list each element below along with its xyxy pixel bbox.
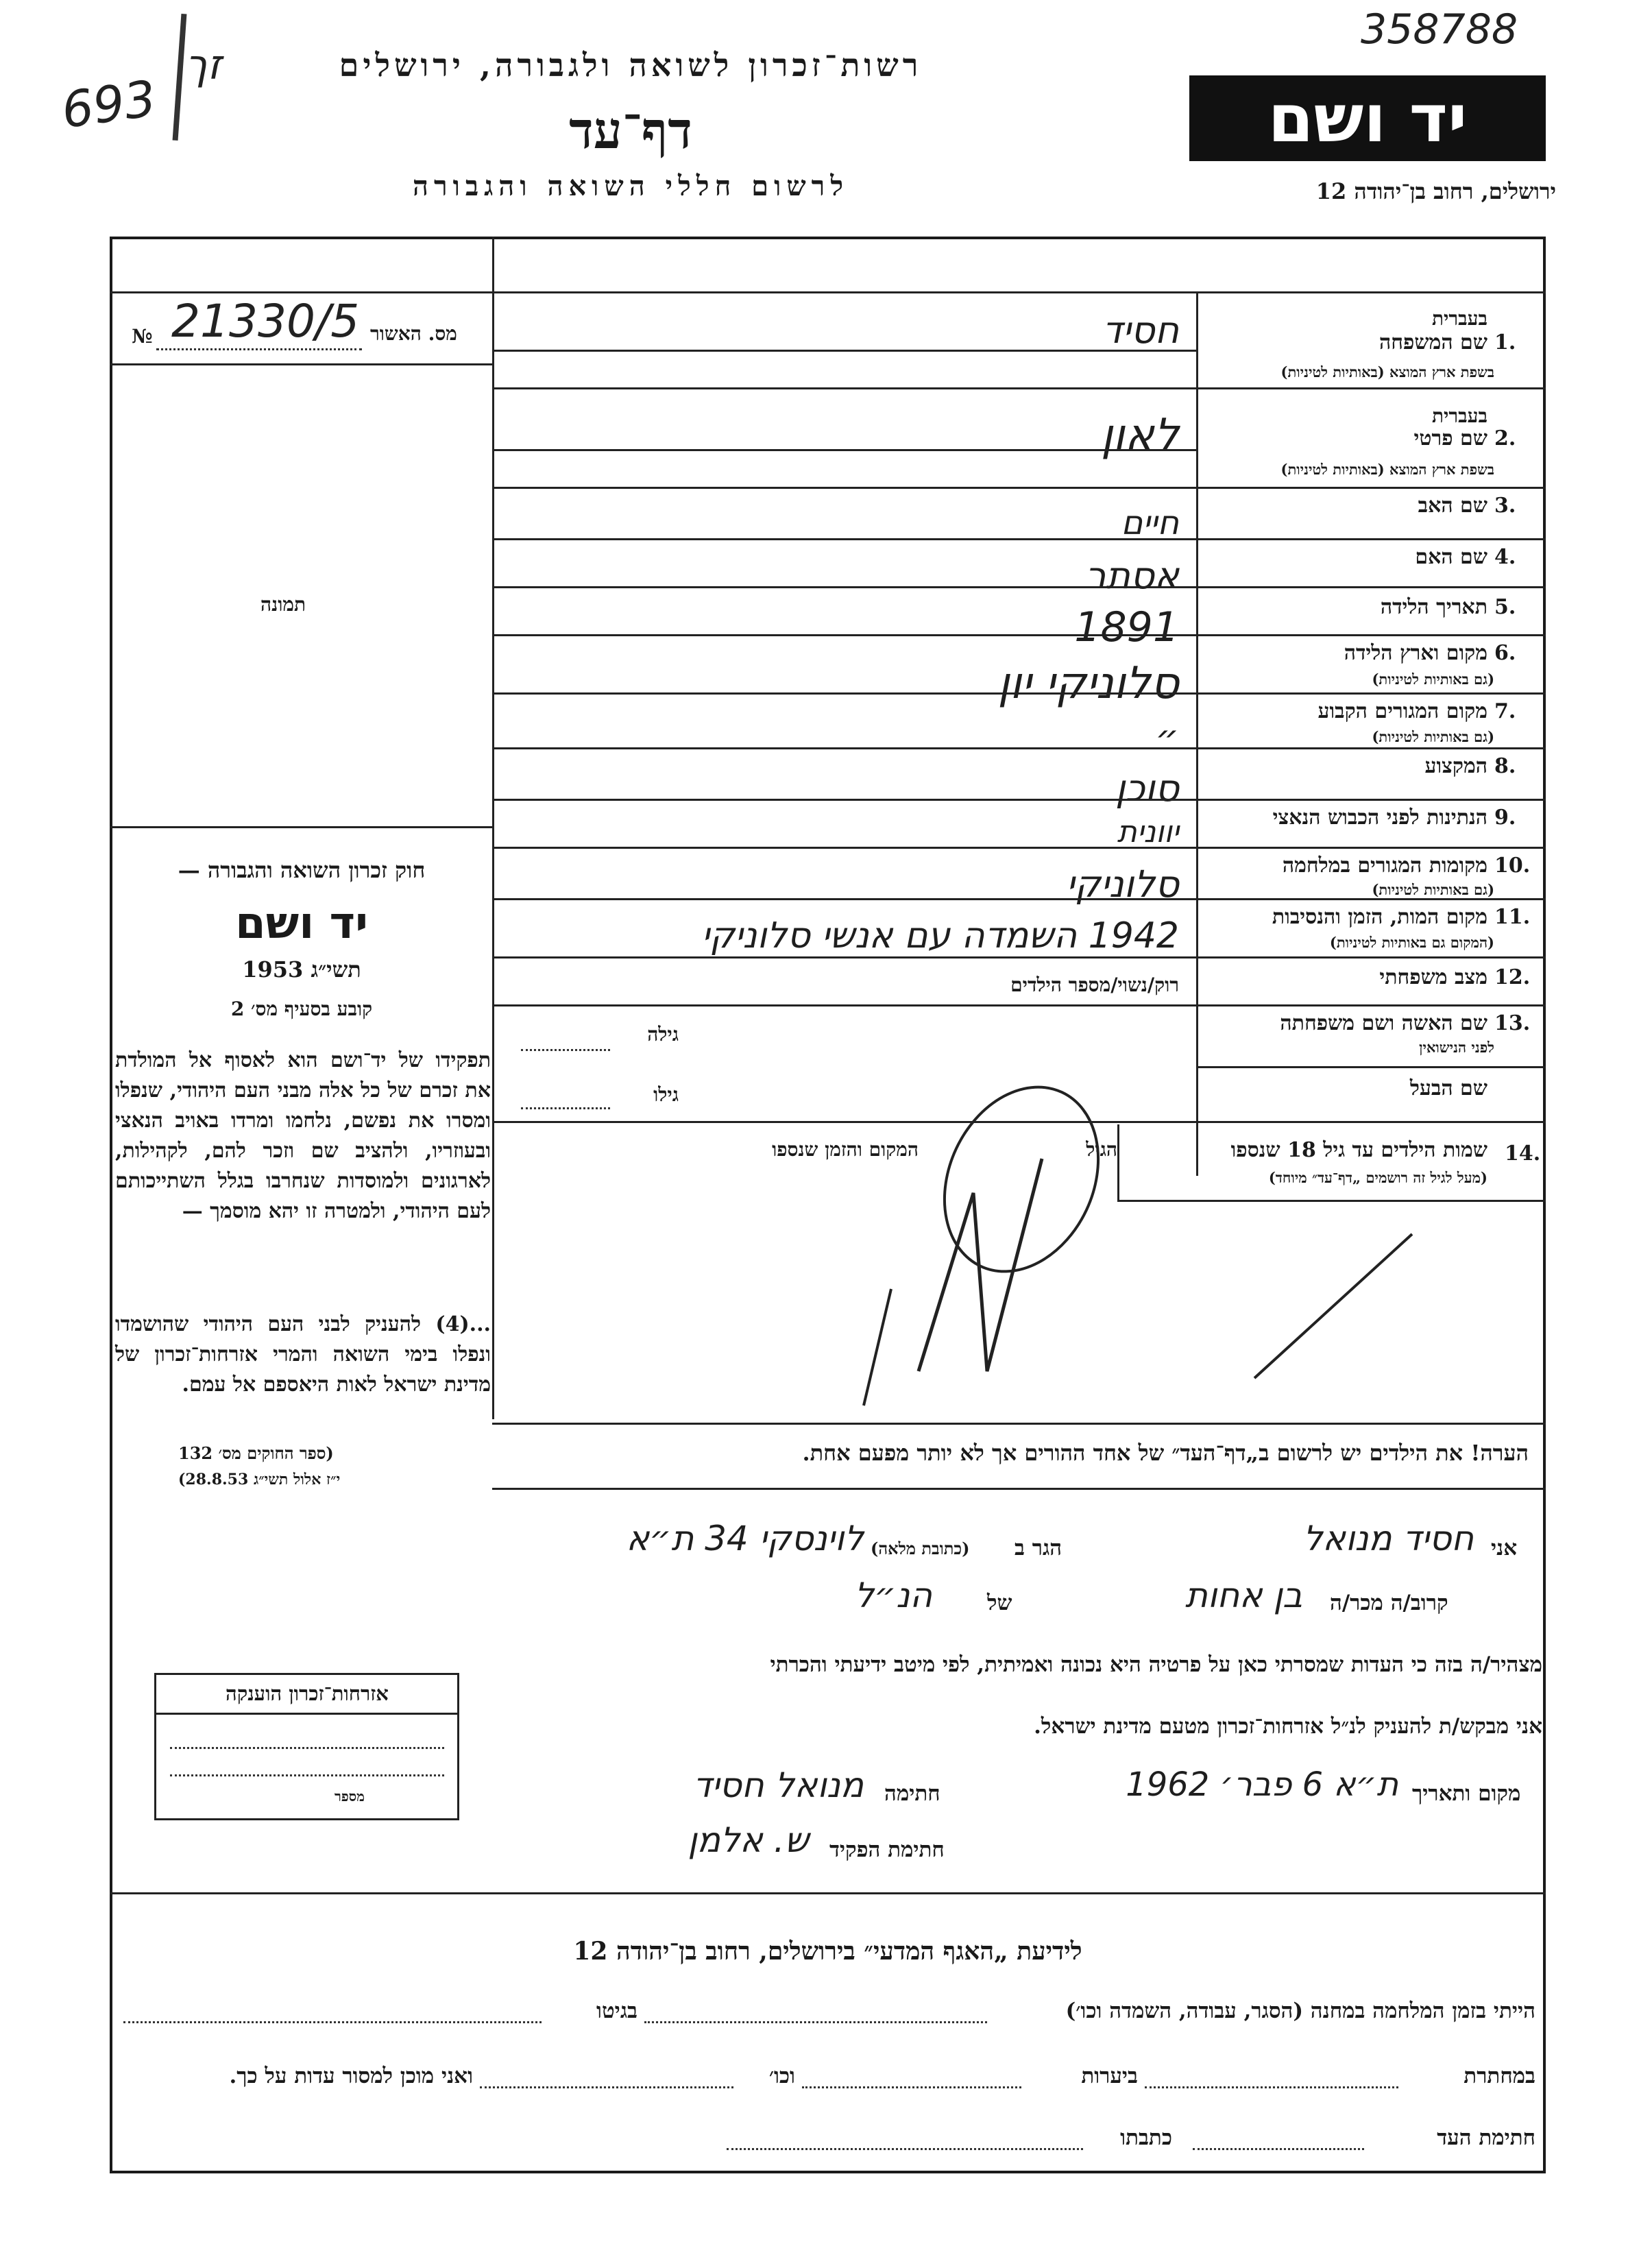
field-7-label: מקום המגורים הקבוע: [1317, 699, 1487, 723]
decl-relative-label: קרוב/ה מכר/ה: [1330, 1591, 1448, 1615]
children-place-col: המקום והזמן שנספו: [772, 1138, 919, 1161]
field-2-sub: בשפת ארץ המוצא (באותיות לטיניות): [1280, 461, 1494, 478]
row-line: [492, 898, 1546, 900]
children-crossout: [823, 1083, 1542, 1440]
row-line: [492, 1004, 1546, 1006]
law-body-2: ...(4) להעניק לבני העם היהודי שהושמדו ונפלו בימי השואה והמרי אזרחות־זכרון של מדינת ישראל לאות היאספם אל עמם.: [115, 1312, 491, 1397]
note-bottom-line: [492, 1488, 1546, 1490]
field-9-value[interactable]: יוונית: [1117, 815, 1179, 849]
citizenship-number-label: מספר: [335, 1788, 365, 1805]
decl-relation[interactable]: בן אחות: [1185, 1576, 1302, 1615]
fields-divider: [1196, 291, 1198, 1176]
footer-line2-d: ואני מוכן למסור עדות על כך.: [229, 2064, 473, 2088]
field-8-value[interactable]: סוכן: [1115, 767, 1179, 810]
field-11-sub: (המקום גם באותיות לטיניות): [1329, 934, 1494, 951]
field-6-number: 6.: [1494, 641, 1516, 665]
field-5-number: 5.: [1494, 595, 1516, 619]
footer-forests-line: [802, 2086, 1021, 2088]
husband-age-label: גילו: [653, 1083, 679, 1106]
field-5-label: תאריך הלידה: [1380, 595, 1487, 619]
footer-address-line: [727, 2148, 1083, 2150]
field-7-sub: (גם באותיות לטיניות): [1372, 728, 1494, 745]
row-line: [492, 847, 1546, 849]
footer-line2-c: וכו׳: [768, 2064, 795, 2088]
children-label: שמות הילדים עד גיל 18 שנספו: [1230, 1138, 1487, 1162]
decl-signature-label: חתימה: [884, 1781, 940, 1806]
row-line: [492, 487, 1546, 489]
field-1-value[interactable]: חסיד: [1102, 309, 1179, 352]
margin-number: 693: [58, 69, 160, 140]
field-7-value[interactable]: ״: [1155, 716, 1179, 760]
footer-title: לידיעת „האגף המדעי״ בירושלים, רחוב בן־יהודה 12: [573, 1937, 1082, 1966]
citizenship-box: [154, 1673, 459, 1820]
declarant-address[interactable]: לוינסקי 34 ת״א: [626, 1519, 864, 1558]
law-body: תפקידו של יד־ושם הוא לאסוף אל המולדת את זכרם של כל אלה מבני העם היהודי, שנפלו ומסרו את נפשם, נלחמו ומרדו באויב הנאצי ובעוזריו, ולהציב שם וזכר להם, לקהילות, לארגונים ולמוסדות שנחרבו בגלל השתייכותם לעם היהודי, ולמטרה זו יהא מוסמך —: [115, 1048, 491, 1223]
field-10-value[interactable]: סלוניקי: [1066, 863, 1179, 906]
field-10-sub: (גם באותיות לטיניות): [1372, 881, 1494, 898]
field-11-number: 11.: [1494, 905, 1531, 929]
field-11-value[interactable]: 1942 השמדה עם אנשי סלוניקי: [701, 915, 1179, 956]
field-8-number: 8.: [1494, 754, 1516, 778]
field-3-label: שם האב: [1418, 494, 1487, 518]
field-13-number: 13.: [1494, 1011, 1531, 1035]
row-line: [492, 387, 1546, 389]
footer-top-line: [110, 1892, 1546, 1894]
field-2-hebrew-tag: בעברית: [1431, 405, 1487, 427]
marital-options: רוק/נשוי/מספר הילדים: [1010, 974, 1179, 996]
footer-ghetto-line: [123, 2021, 542, 2023]
footer-underground-line: [1145, 2086, 1398, 2088]
logo-text: יד ושם: [1267, 80, 1468, 157]
field-9-label: הנתינות לפני הכבוש הנאצי: [1272, 806, 1487, 830]
field-1-hebrew-tag: בעברית: [1431, 307, 1487, 330]
law-source: (ספר החוקים מס׳ 132: [178, 1443, 334, 1463]
top-strip-line: [110, 291, 1546, 293]
field-3-value[interactable]: חיים: [1121, 504, 1179, 542]
field-6-sub: (גם באותיות לטיניות): [1372, 671, 1494, 688]
children-age-col: הגיל: [1086, 1138, 1117, 1161]
form-title: דף־עד: [569, 101, 692, 160]
decl-place-date[interactable]: ת״א 6 פבר׳ 1962: [1126, 1765, 1398, 1804]
field-14-number: 14.: [1505, 1142, 1541, 1166]
field-1-sub: בשפת ארץ המוצא (באותיות לטיניות): [1280, 363, 1494, 381]
children-note: הערה! את הילדים יש לרשום ב„דף־העד״ של אחד ההורים אך לא יותר מפעם אחת.: [802, 1440, 1529, 1466]
field-2-number: 2.: [1494, 426, 1516, 450]
law-clause: קובע בסעיף מס׳ 2: [230, 998, 373, 1020]
field-7-number: 7.: [1494, 699, 1516, 723]
field-9-number: 9.: [1494, 806, 1516, 830]
field-1-label: שם המשפחה: [1378, 330, 1487, 354]
field-8-label: המקצוע: [1424, 754, 1487, 778]
field-3-number: 3.: [1494, 494, 1516, 518]
citizenship-dot-line-1: [170, 1747, 444, 1749]
field-4-label: שם האם: [1415, 545, 1487, 569]
field-10-number: 10.: [1494, 854, 1531, 878]
declarant-name[interactable]: חסיד מנואל: [1303, 1519, 1474, 1558]
citizenship-title: אזרחות־זכרון הוענקה: [226, 1682, 389, 1705]
children-sub: (מעל לגיל זה רושמים „דף־עד״ מיוחד): [1268, 1169, 1487, 1186]
footer-line1-a: הייתי בזמן המלחמה במחנה (הסגר, עבודה, השמדה וכו׳): [1065, 1999, 1535, 2023]
decl-of-label: של: [987, 1591, 1012, 1615]
margin-mark: זך: [185, 41, 221, 89]
husband-age-line: [521, 1107, 610, 1109]
row-line: [492, 350, 1198, 352]
footer-line3-a: חתימת העד: [1437, 2125, 1535, 2150]
footer-line2-a: במחתרת: [1463, 2064, 1535, 2088]
decl-statement: מצהיר/ה בזה כי העדות שמסרתי כאן על פרטיה היא נכונה ואמיתית, לפי מיטב ידיעתי והכרתי: [770, 1652, 1542, 1677]
decl-i-label: אני: [1491, 1536, 1518, 1560]
footer-etc-line: [480, 2086, 733, 2088]
registration-value[interactable]: 21330/5: [171, 295, 360, 348]
decl-clerk-label: חתימת הפקיד: [829, 1837, 945, 1862]
registration-line: [156, 348, 362, 350]
decl-signature[interactable]: מנואל חסיד: [693, 1765, 864, 1805]
yad-vashem-logo: [1189, 75, 1546, 161]
photo-label: תמונה: [260, 593, 306, 616]
decl-of-value[interactable]: הנ״ל: [854, 1576, 932, 1615]
field-12-number: 12.: [1494, 965, 1531, 989]
field-4-number: 4.: [1494, 545, 1516, 569]
law-logo: יד ושם: [235, 898, 368, 949]
row-line: [492, 799, 1546, 801]
footer-line1-b: בגיטו: [596, 1999, 637, 2023]
address: ירושלים, רחוב בן־יהודה 12: [1315, 178, 1556, 204]
row-line: [492, 634, 1546, 636]
photo-divider: [110, 826, 494, 828]
law-title: חוק זכרון השואה והגבורה —: [178, 857, 426, 883]
decl-address-label: (כתובת מלאה): [871, 1539, 970, 1558]
field-4-value[interactable]: אסתר: [1084, 554, 1179, 597]
archive-number: 358788: [1361, 5, 1518, 53]
row-line: [492, 538, 1546, 540]
row-line: [1196, 1066, 1546, 1068]
footer-line2-b: ביערות: [1081, 2064, 1138, 2088]
citizenship-box-line: [156, 1713, 458, 1715]
form-subtitle: לרשום חללי השואה והגבורה: [412, 170, 849, 202]
row-line: [492, 956, 1546, 958]
decl-place-date-label: מקום ותאריך: [1412, 1781, 1521, 1806]
registration-label: מס. האשור: [370, 322, 457, 345]
field-2-value[interactable]: לאון: [1100, 410, 1179, 461]
citizenship-dot-line-2: [170, 1774, 444, 1776]
law-year: תשי״ג 1953: [242, 956, 361, 982]
wife-age-line: [521, 1049, 610, 1051]
row-line: [492, 586, 1546, 588]
husband-label: שם הבעל: [1409, 1076, 1487, 1100]
field-6-value[interactable]: סלוניקי יון: [997, 658, 1179, 709]
field-5-value[interactable]: 1891: [1074, 603, 1179, 651]
field-10-label: מקומות המגורים במלחמה: [1282, 854, 1487, 878]
field-2-label: שם פרטי: [1413, 426, 1487, 450]
field-13-label: שם האשה ושם משפחתה: [1280, 1011, 1487, 1035]
law-source-date: י״ז אלול תשי״ג 28.8.53): [178, 1471, 341, 1488]
wife-age-label: גילה: [647, 1023, 679, 1046]
field-1-number: 1.: [1494, 330, 1516, 354]
decl-resides-label: הגר ב: [1015, 1536, 1062, 1560]
row-line: [492, 449, 1198, 451]
decl-request: אני מבקש/ת להעניק לנ״ל אזרחות־זכרון מטעם מדינת ישראל.: [1034, 1714, 1542, 1739]
authority-line: רשות־זכרון לשואה ולגבורה, ירושלים: [339, 47, 923, 84]
note-top-line: [492, 1423, 1546, 1425]
field-12-label: מצב משפחתי: [1379, 965, 1487, 989]
field-11-label: מקום המות, הזמן והנסיבות: [1272, 905, 1487, 929]
field-13-sub: לפני הנישואין: [1419, 1039, 1494, 1056]
row-line: [492, 692, 1546, 695]
footer-camp-line: [644, 2021, 987, 2023]
registration-no-label: №: [132, 325, 153, 348]
decl-clerk-signature[interactable]: ש. אלמן: [688, 1820, 809, 1860]
row-line: [492, 747, 1546, 749]
field-6-label: מקום וארץ הלידה: [1344, 641, 1487, 665]
registration-divider: [110, 363, 494, 365]
footer-line3-b: כתבתו: [1120, 2125, 1172, 2150]
footer-witness-signature-line: [1193, 2148, 1364, 2150]
